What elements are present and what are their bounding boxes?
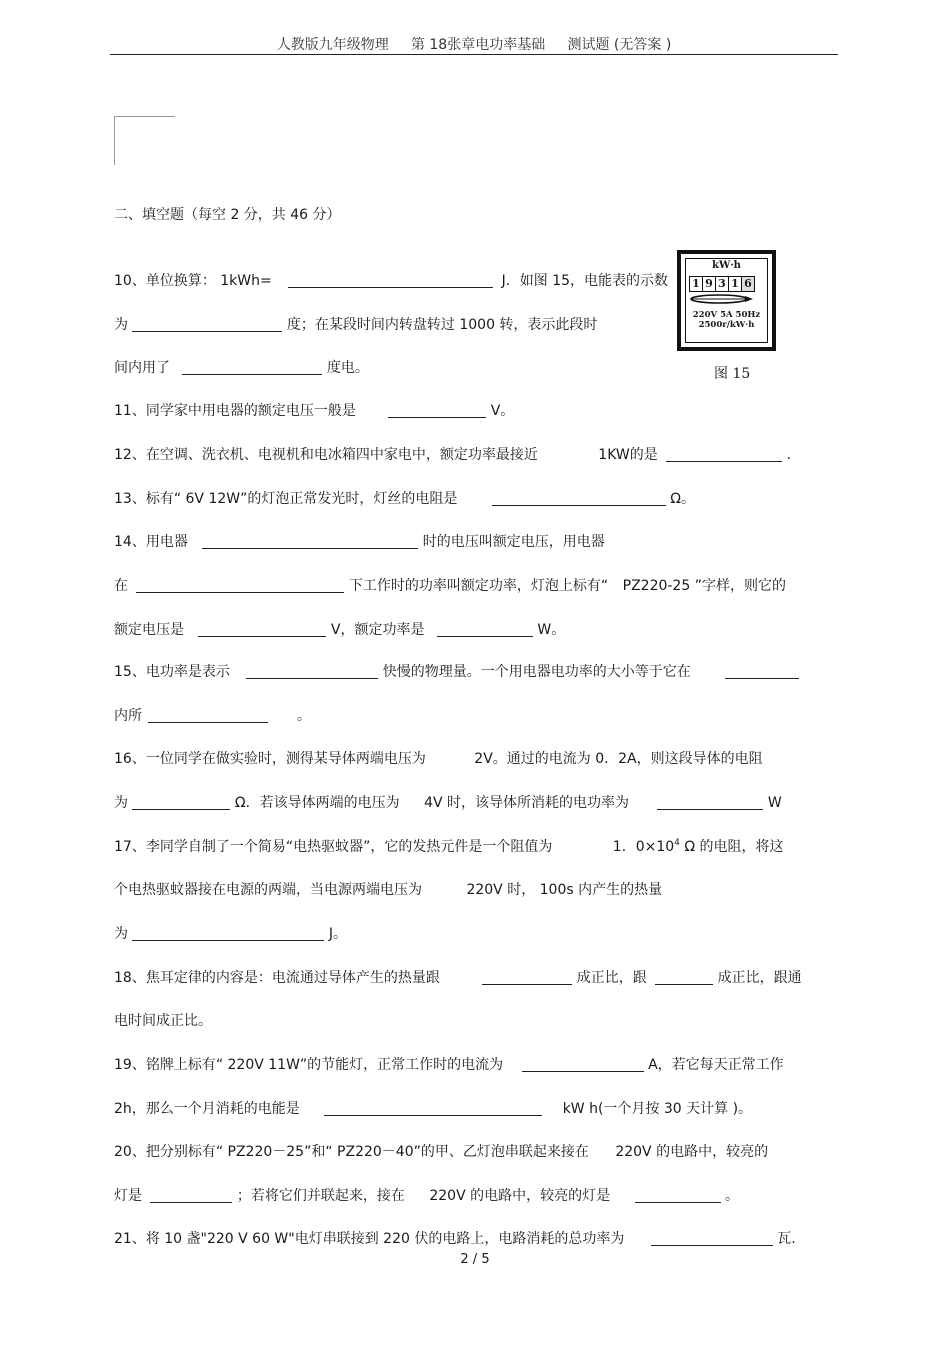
q10-text-d: 度；在某段时间内转盘转过 1000 转，表示此段时 [286,317,598,333]
q17-exponent: 4 [674,838,680,848]
figure-caption: 图 15 [714,366,751,382]
meter-digit: 1 [689,276,703,292]
question-14-line-1 [114,531,605,551]
q19-text-b: A，若它每天正常工作 [648,1057,784,1073]
page-header: 人教版九年级物理 第 18张章电功率基础 测试题 (无答案 ) [276,37,672,53]
q20-blank-1[interactable] [150,1188,232,1203]
question-16-line-2 [114,792,782,812]
question-15-line-2 [114,705,311,725]
q13-blank[interactable] [492,491,666,506]
q12-text-c: . [786,447,792,463]
header-rule [110,54,838,55]
q12-text-b: 1KW的是 [598,447,658,463]
question-19-line-2 [114,1098,752,1118]
q15-blank-1[interactable] [246,664,378,679]
q14-text-c: 在 [114,578,128,594]
meter-digits [689,276,754,292]
question-16-line-1 [114,748,763,768]
q15-text-c: 内所 [114,708,142,724]
q16-blank-2[interactable] [657,795,763,810]
q10-text-a: 10、单位换算： 1kWh= [114,273,272,289]
q11-text-a: 11、同学家中用电器的额定电压一般是 [114,403,356,419]
question-10-line-1 [114,270,668,290]
q13-text-b: Ω。 [670,491,695,507]
q12-text-a: 12、在空调、洗衣机、电视机和电冰箱四中家电中，额定功率最接近 [114,447,538,463]
q10-text-b: J．如图 15，电能表的示数 [501,273,669,289]
q14-blank-3[interactable] [198,622,326,637]
q17-text-g: J。 [328,926,348,942]
q11-blank[interactable] [388,403,486,418]
question-13 [114,488,695,508]
meter-digit: 3 [715,276,729,292]
meter-digit-decimal: 6 [741,276,755,292]
question-20-line-1 [114,1141,768,1161]
q10-text-c: 为 [114,317,128,333]
q10-text-f: 度电。 [326,360,369,376]
q16-text-a: 16、一位同学在做实验时，测得某导体两端电压为 [114,751,426,767]
meter-digit: 9 [702,276,716,292]
q14-text-h: W。 [537,622,566,638]
q16-text-c: 为 [114,795,128,811]
q17-text-e: 220V 时， 100s 内产生的热量 [466,882,663,898]
question-11 [114,400,514,420]
question-17-line-3 [114,923,347,943]
q17-text-a: 17、李同学自制了一个简易“电热驱蚊器”，它的发热元件是一个阻值为 [114,839,553,855]
question-15-line-1 [114,661,799,681]
q11-text-b: V。 [490,403,515,419]
q17-text-c: Ω 的电阻，将这 [684,839,784,855]
q21-text-a: 21、将 10 盏"220 V 60 W"电灯串联接到 220 伏的电路上，电路消耗的总功率为 [114,1231,625,1247]
q18-text-c: 成正比，跟通 [717,970,802,986]
q20-text-c: 灯是 [114,1188,142,1204]
q17-text-f: 为 [114,926,128,942]
q15-text-a: 15、电功率是表示 [114,664,230,680]
q20-text-e: 220V 的电路中，较亮的灯是 [429,1188,611,1204]
q10-text-e: 间内用了 [114,360,170,376]
page-number: 2 / 5 [460,1252,490,1267]
q19-text-c: 2h，那么一个月消耗的电能是 [114,1101,300,1117]
q21-text-b: 瓦. [777,1231,796,1247]
q13-text-a: 13、标有“ 6V 12W”的灯泡正常发光时，灯丝的电阻是 [114,491,458,507]
question-21 [114,1228,796,1248]
q15-blank-2[interactable] [725,664,799,679]
q10-blank-1[interactable] [288,273,493,288]
section-title: 二、填空题（每空 2 分，共 46 分） [114,207,341,223]
q14-text-e: PZ220-25 ”字样，则它的 [622,578,786,594]
q20-text-b: 220V 的电路中，较亮的 [615,1144,769,1160]
q10-blank-2[interactable] [132,317,282,332]
question-10-line-2 [114,314,597,334]
q18-text-b: 成正比，跟 [576,970,647,986]
q19-text-d: kW h(一个月按 30 天计算 )。 [562,1101,753,1117]
q20-text-f: 。 [725,1188,740,1204]
question-17-line-1 [114,836,783,856]
q15-text-d: 。 [296,708,311,724]
q14-text-a: 14、用电器 [114,534,188,550]
q16-text-e: 4V 时，该导体所消耗的电功率为 [424,795,629,811]
q18-blank-1[interactable] [482,970,572,985]
q17-text-d: 个电热驱蚊器接在电源的两端，当电源两端电压为 [114,882,422,898]
q19-text-a: 19、铭牌上标有“ 220V 11W”的节能灯，正常工作时的电流为 [114,1057,504,1073]
q14-blank-2[interactable] [136,578,344,593]
electric-meter-figure [677,250,776,351]
q16-text-d: Ω．若该导体两端的电压为 [234,795,400,811]
q12-blank[interactable] [666,447,782,462]
question-18-line-2: 电时间成正比。 [114,1013,212,1029]
q14-text-d: 下工作时的功率叫额定功率，灯泡上标有“ [348,578,609,594]
q19-blank-1[interactable] [522,1057,644,1072]
meter-spec-rating: 220V 5A 50Hz [692,310,761,320]
q19-blank-2[interactable] [324,1101,542,1116]
q17-blank[interactable] [132,926,324,941]
q20-blank-2[interactable] [635,1188,721,1203]
q15-text-b: 快慢的物理量。一个用电器电功率的大小等于它在 [382,664,691,680]
q14-text-g: V，额定功率是 [330,622,425,638]
meter-spec [681,310,772,330]
q16-blank-1[interactable] [132,795,230,810]
question-10-line-3 [114,357,369,377]
q14-blank-1[interactable] [202,534,418,549]
meter-digit: 1 [728,276,742,292]
q17-text-b: 1．0×10 [612,839,675,855]
meter-disk-icon [687,294,755,304]
question-17-line-2 [114,879,662,899]
meter-unit: kW·h [712,260,741,271]
question-18-line-1 [114,967,802,987]
meter-spec-revs: 2500r/kW·h [698,320,755,330]
question-14-line-2 [114,575,786,595]
q16-text-f: W [767,795,782,811]
q20-text-d: ；若将它们并联起来，接在 [236,1188,405,1204]
q10-blank-3[interactable] [182,360,322,375]
question-19-line-1 [114,1054,784,1074]
q20-text-a: 20、把分别标有“ PZ220－25”和“ PZ220－40”的甲、乙灯泡串联起来接在 [114,1144,589,1160]
q16-text-b: 2V。通过的电流为 0．2A，则这段导体的电阻 [474,751,763,767]
q14-blank-4[interactable] [437,622,533,637]
q21-blank[interactable] [651,1231,773,1246]
q18-blank-2[interactable] [655,970,713,985]
question-12 [114,444,791,464]
question-20-line-2 [114,1185,739,1205]
question-14-line-3 [114,619,565,639]
image-placeholder [114,116,175,165]
q14-text-f: 额定电压是 [114,622,184,638]
q15-blank-3[interactable] [148,708,268,723]
q18-text-a: 18、焦耳定律的内容是：电流通过导体产生的热量跟 [114,970,440,986]
q14-text-b: 时的电压叫额定电压，用电器 [422,534,605,550]
